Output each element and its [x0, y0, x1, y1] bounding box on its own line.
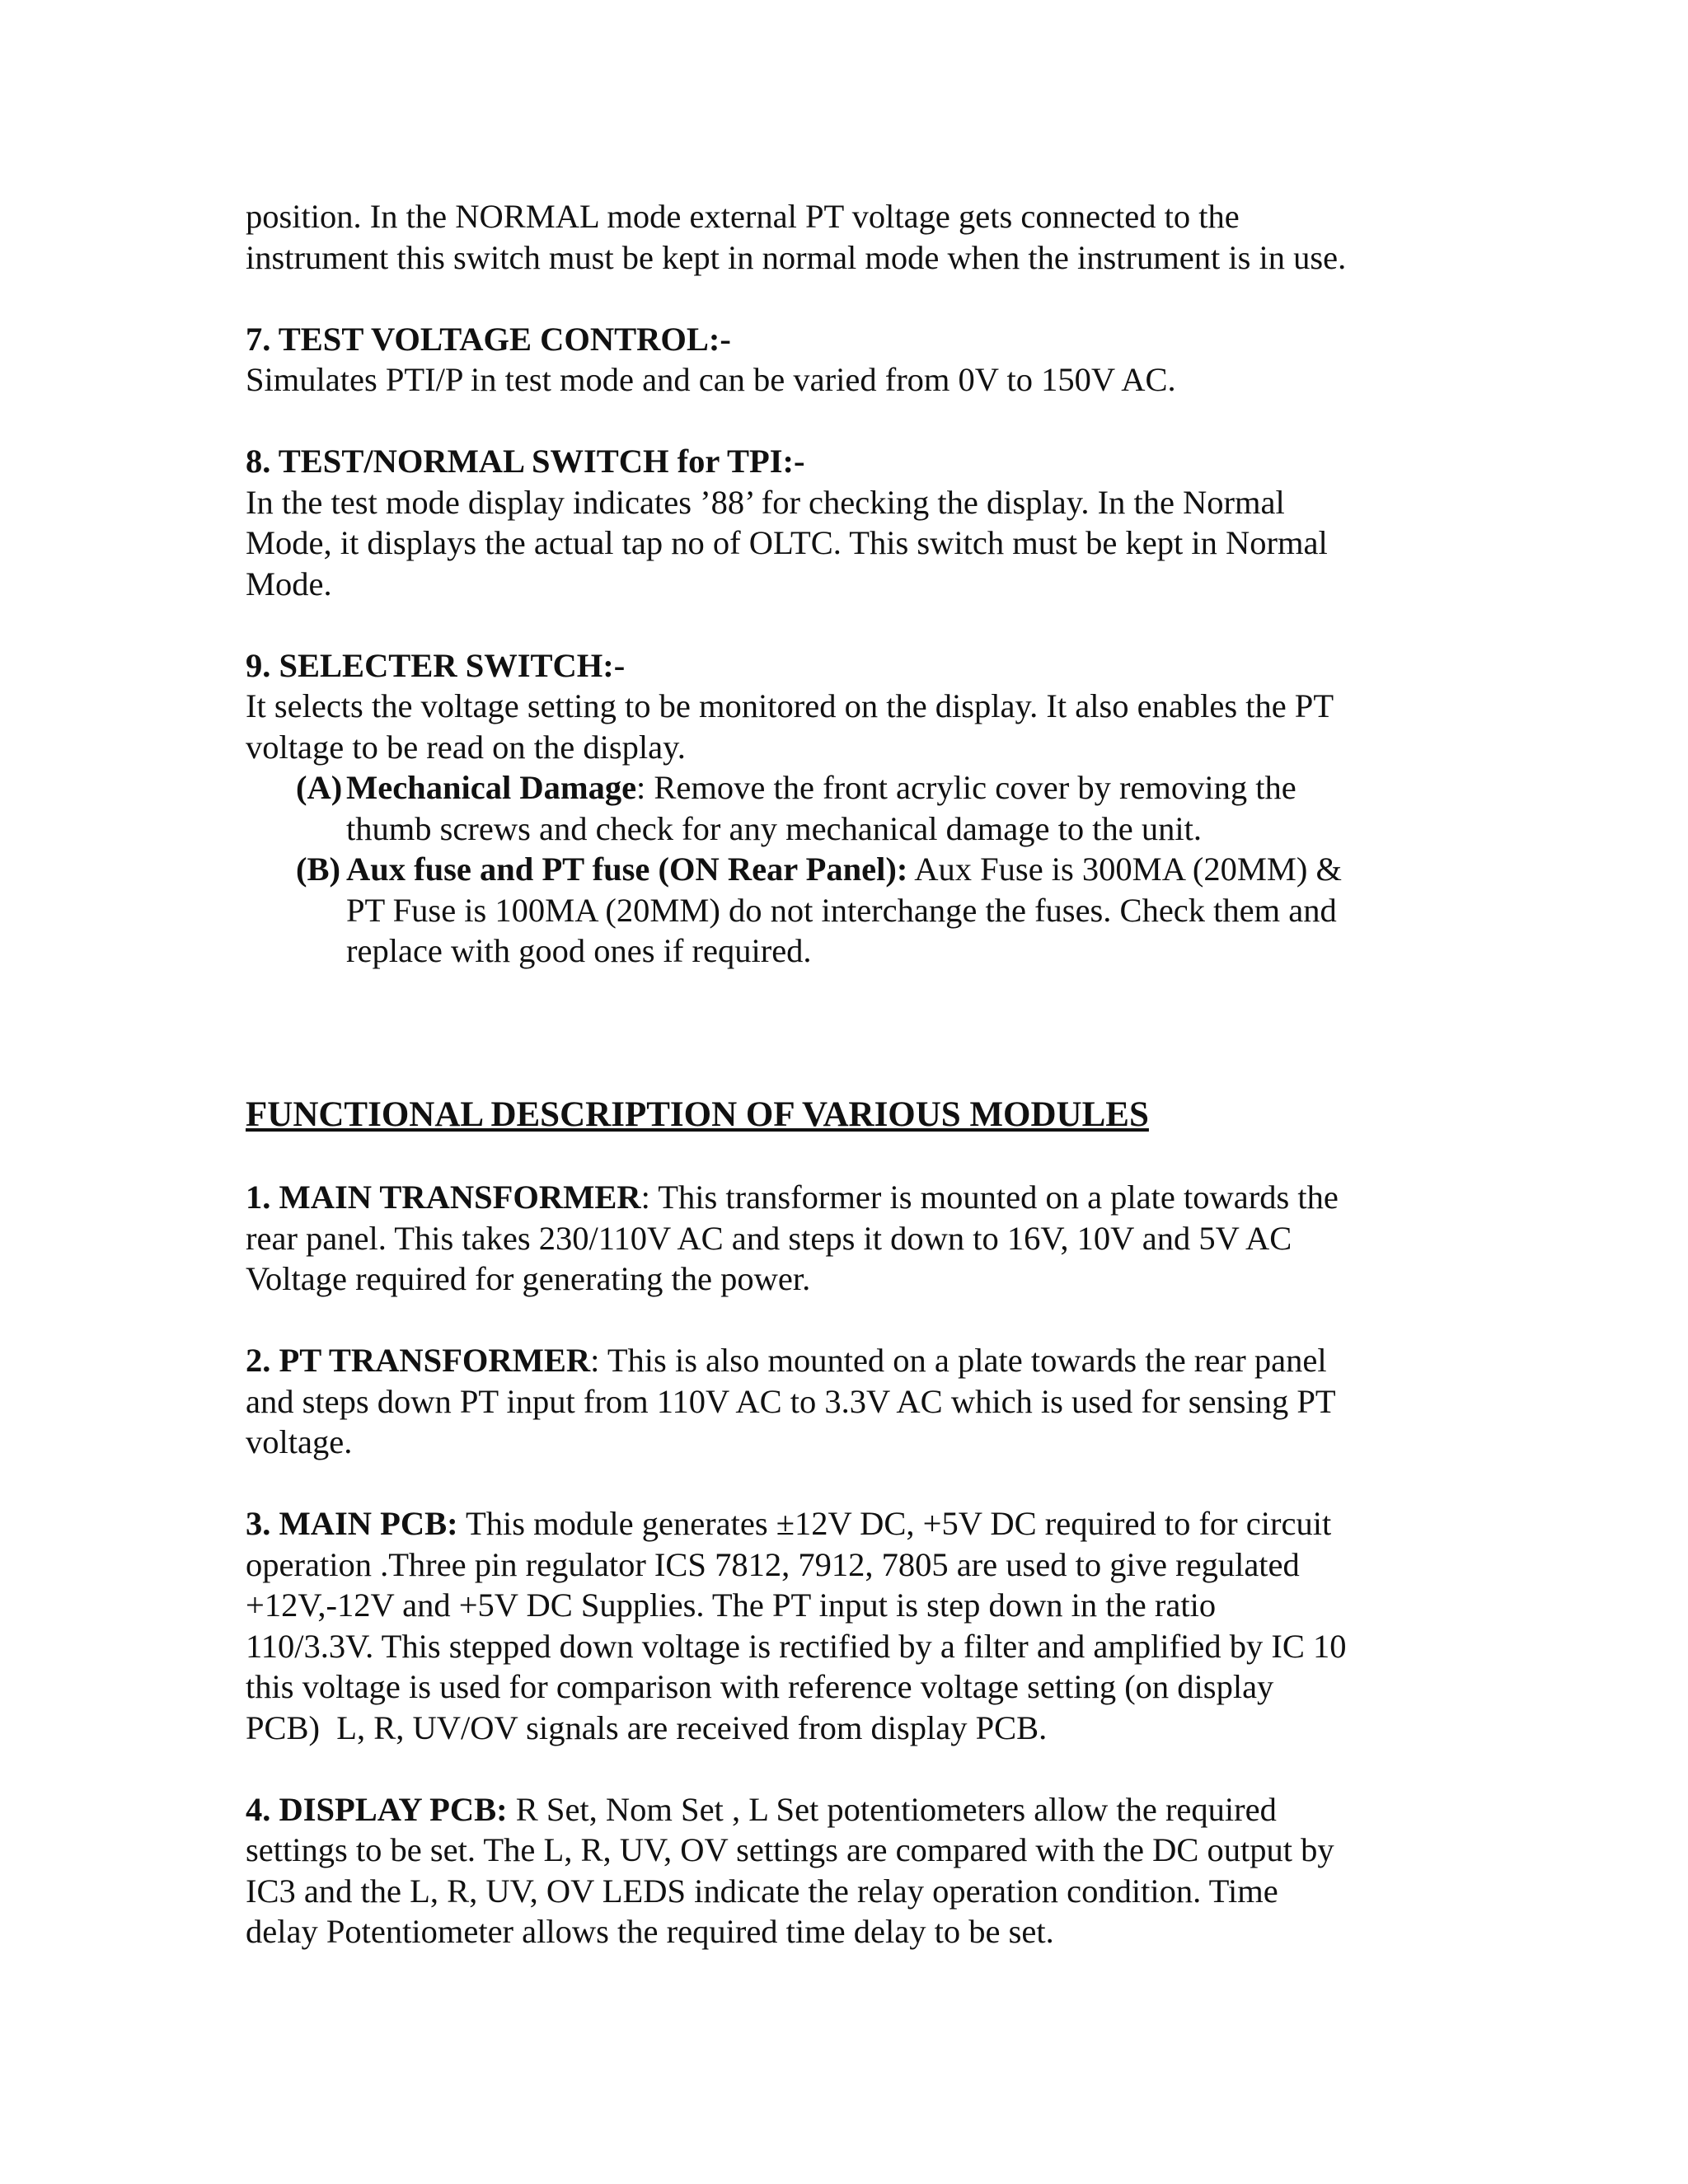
module-1-line-2: rear panel. This takes 230/110V AC and steps it down to 16V, 10V and 5V AC [246, 1219, 1292, 1257]
module-3-line-6: PCB) L, R, UV/OV signals are received from display PCB. [246, 1708, 1048, 1746]
module-1-title: 1. MAIN TRANSFORMER [246, 1179, 641, 1216]
module-4-line-4: delay Potentiometer allows the required time delay to be set. [246, 1913, 1054, 1950]
module-1-line-1: : This transformer is mounted on a plate towards the [640, 1179, 1339, 1216]
module-4-line-1: R Set, Nom Set , L Set potentiometers allow the required [507, 1790, 1277, 1828]
module-4-paragraph [246, 1789, 1449, 1952]
sub-item-b-title: Aux fuse and PT fuse (ON Rear Panel): [346, 851, 908, 888]
section-8-text [246, 482, 1449, 605]
module-4-line-3: IC3 and the L, R, UV, OV LEDS indicate the relay operation condition. Time [246, 1872, 1278, 1910]
module-2-line-2: and steps down PT input from 110V AC to 3.3V AC which is used for sensing PT [246, 1382, 1336, 1420]
document-page [246, 196, 1449, 1952]
module-4-title: 4. DISPLAY PCB: [246, 1790, 508, 1828]
functional-description-title: FUNCTIONAL DESCRIPTION OF VARIOUS MODULES [246, 1094, 1149, 1134]
section-8-line-3: Mode. [246, 565, 332, 602]
section-9-line-1: It selects the voltage setting to be monitored on the display. It also enables the PT [246, 687, 1334, 724]
section-9-text [246, 686, 1449, 767]
sub-item-b-line-2: PT Fuse is 100MA (20MM) do not interchange the fuses. Check them and [346, 891, 1337, 929]
section-8-heading: 8. TEST/NORMAL SWITCH for TPI:- [246, 443, 805, 480]
sub-item-a-line-2: thumb screws and check for any mechanical damage to the unit. [346, 809, 1202, 847]
sub-item-a-marker: (A) [296, 769, 343, 806]
module-3-line-1: This module generates ±12V DC, +5V DC required to for circuit [457, 1505, 1332, 1542]
section-9-heading: 9. SELECTER SWITCH:- [246, 646, 626, 684]
section-7-text: Simulates PTI/P in test mode and can be varied from 0V to 150V AC. [246, 361, 1176, 398]
module-4-line-2: settings to be set. The L, R, UV, OV settings are compared with the DC output by [246, 1831, 1334, 1868]
module-3-line-3: +12V,-12V and +5V DC Supplies. The PT input is step down in the ratio [246, 1586, 1217, 1624]
sub-item-b [246, 849, 1449, 972]
module-2-line-1: : This is also mounted on a plate towards the rear panel [590, 1342, 1327, 1379]
module-2-line-3: voltage. [246, 1423, 353, 1460]
section-9-line-2: voltage to be read on the display. [246, 728, 686, 766]
sub-item-a-line-1: : Remove the front acrylic cover by removing the [636, 769, 1296, 806]
section-7-heading: 7. TEST VOLTAGE CONTROL:- [246, 320, 731, 358]
sub-item-a [246, 767, 1449, 849]
module-3-line-5: this voltage is used for comparison with reference voltage setting (on display [246, 1668, 1274, 1705]
intro-line-2: instrument this switch must be kept in normal mode when the instrument is in use. [246, 238, 1347, 276]
module-2-title: 2. PT TRANSFORMER [246, 1342, 591, 1379]
module-2-paragraph [246, 1340, 1449, 1463]
sub-item-a-title: Mechanical Damage [346, 769, 637, 806]
section-8-line-1: In the test mode display indicates ’88’ for checking the display. In the Normal [246, 483, 1285, 521]
module-3-line-4: 110/3.3V. This stepped down voltage is rectified by a filter and amplified by IC 10 [246, 1627, 1347, 1665]
sub-item-b-line-3: replace with good ones if required. [346, 932, 812, 969]
module-1-line-3: Voltage required for generating the power. [246, 1260, 811, 1297]
module-3-paragraph [246, 1503, 1449, 1748]
intro-paragraph [246, 196, 1449, 278]
sub-item-b-marker: (B) [296, 851, 340, 888]
module-1-paragraph [246, 1177, 1449, 1300]
module-3-title: 3. MAIN PCB: [246, 1505, 458, 1542]
sub-item-b-line-1: Aux Fuse is 300MA (20MM) & [907, 851, 1342, 888]
intro-line-1: position. In the NORMAL mode external PT voltage gets connected to the [246, 198, 1240, 235]
module-3-line-2: operation .Three pin regulator ICS 7812, 7912, 7805 are used to give regulated [246, 1545, 1300, 1583]
section-8-line-2: Mode, it displays the actual tap no of OLTC. This switch must be kept in Normal [246, 524, 1328, 561]
